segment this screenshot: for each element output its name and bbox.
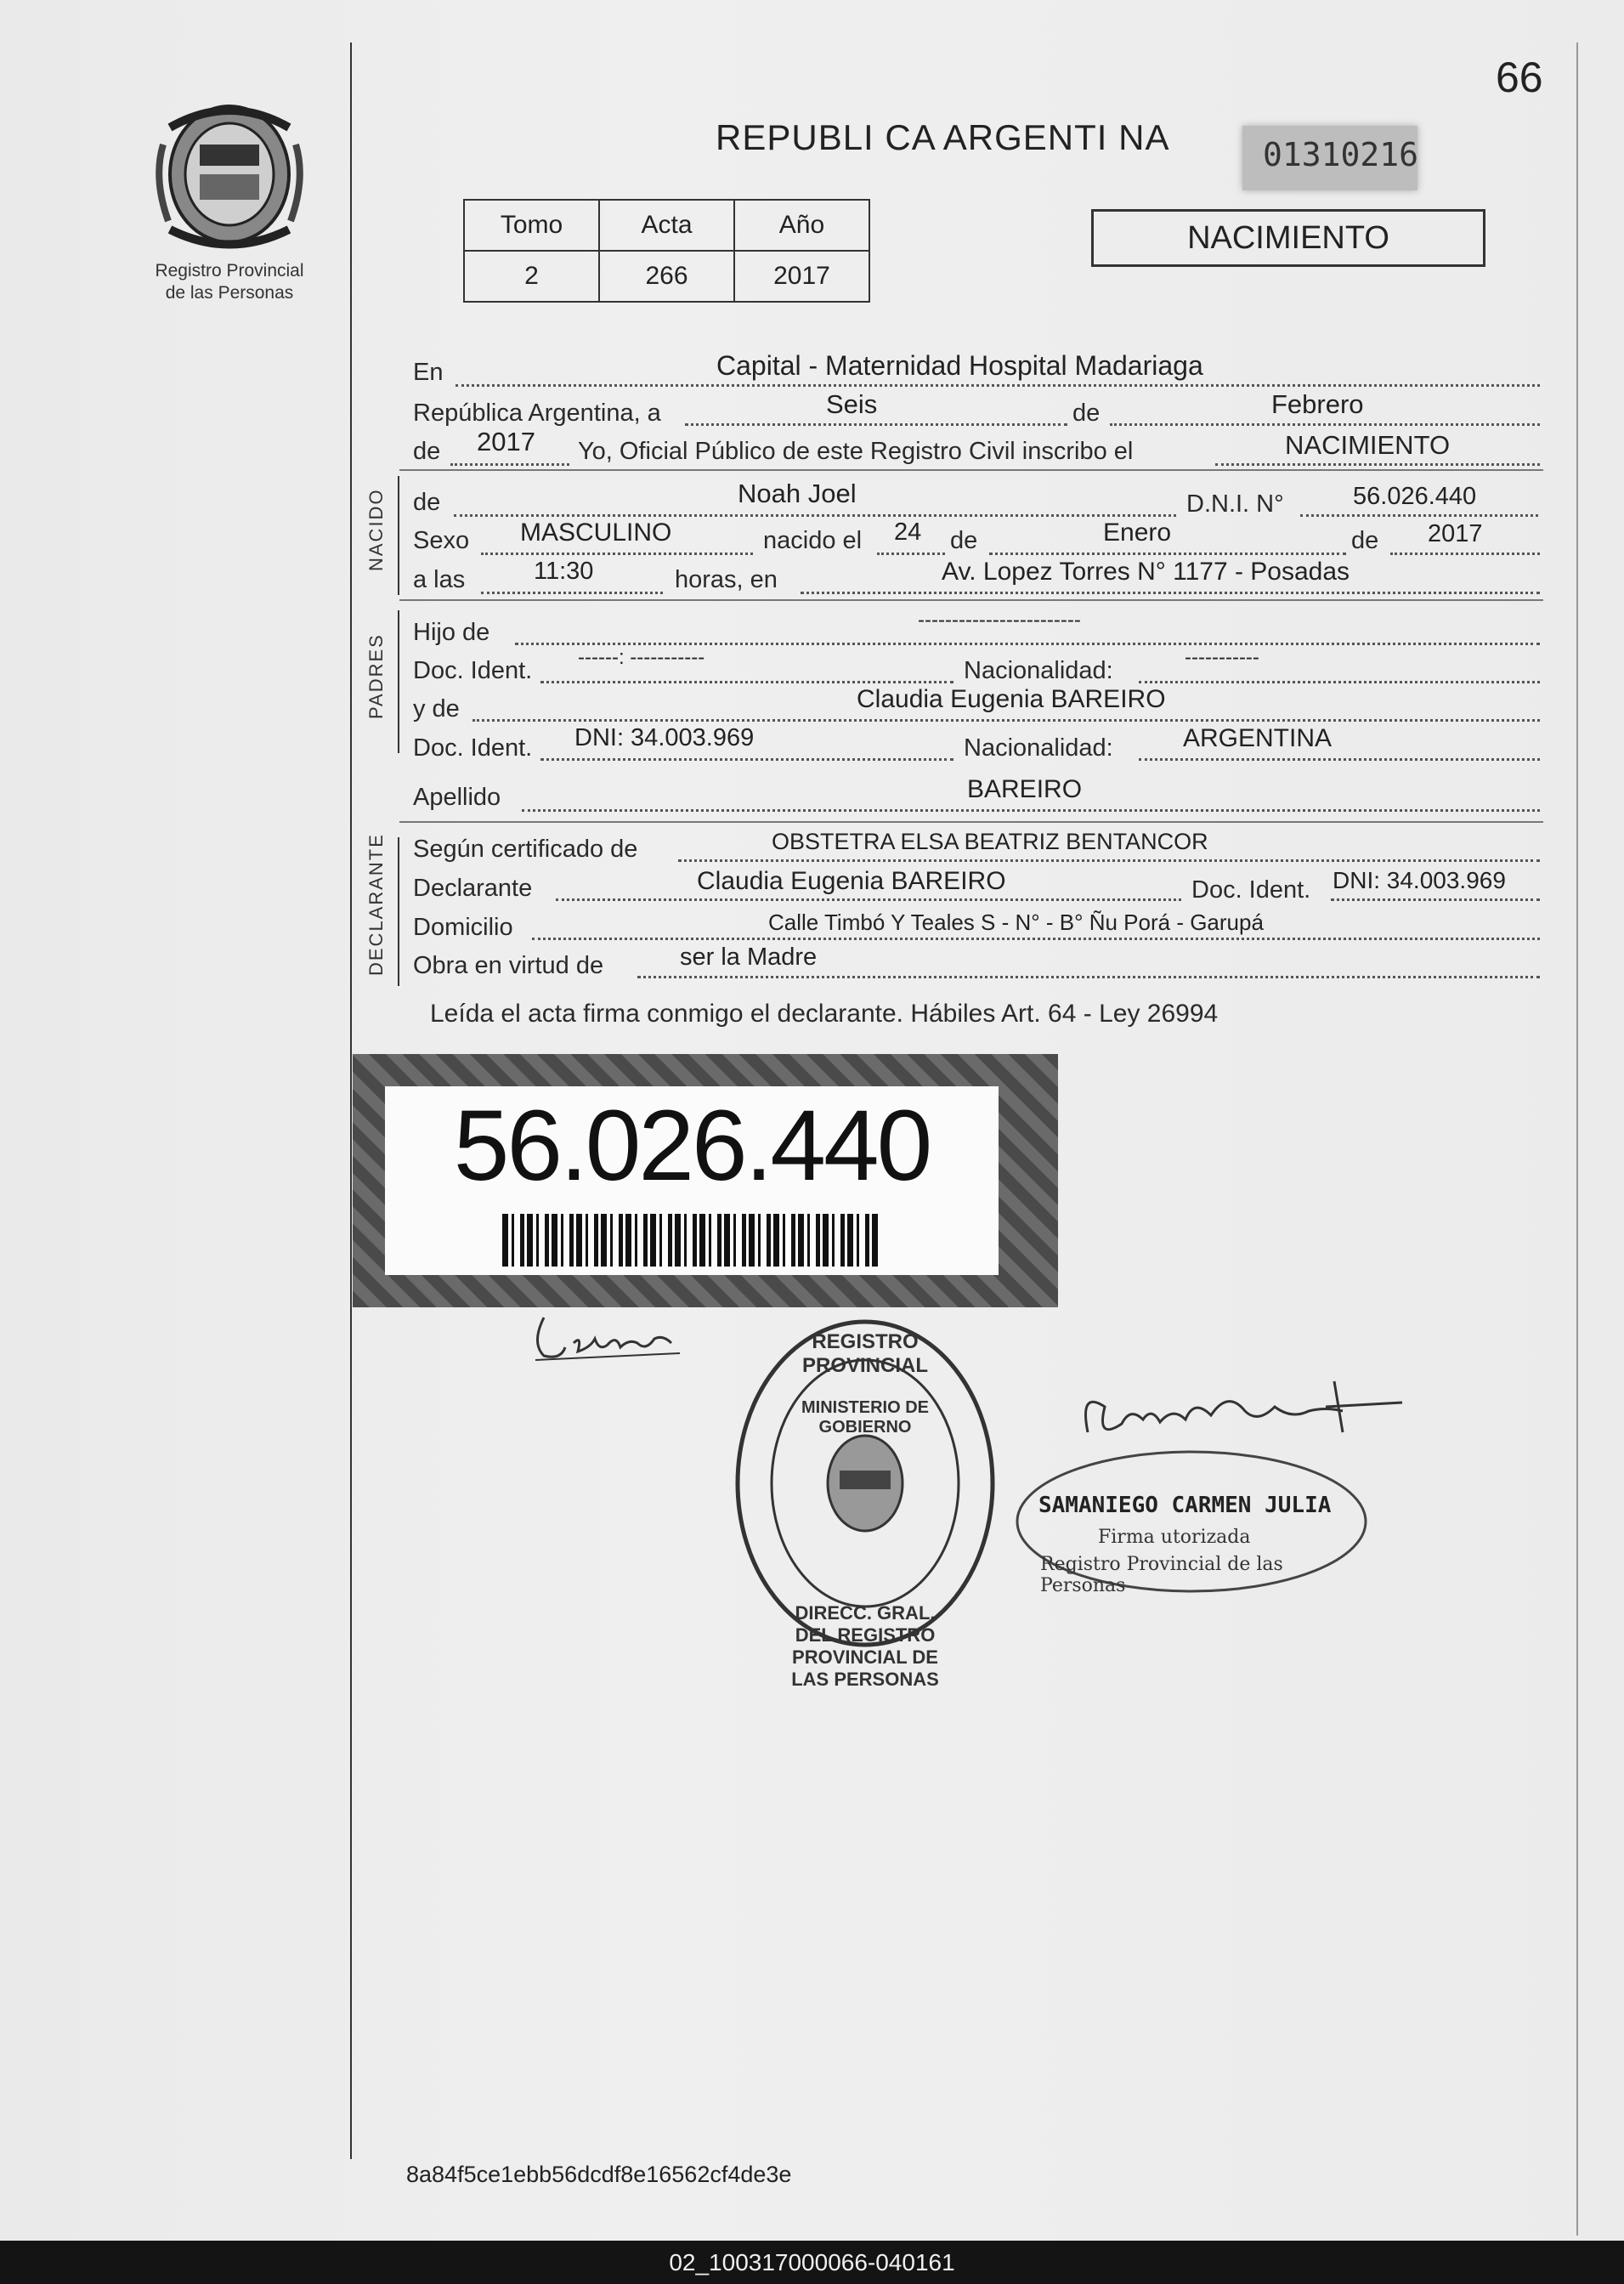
signature-stamp-role: Firma utorizada — [1098, 1527, 1251, 1548]
dotline — [1390, 553, 1540, 555]
certificate-by-value: OBSTETRA ELSA BEATRIZ BENTANCOR — [772, 829, 1208, 854]
registry-caption — [119, 260, 340, 304]
signature-stamp-office: Registro Provincial de las Personas — [1040, 1554, 1283, 1596]
father-name-value: ------------------------ — [918, 609, 1081, 632]
seal-inner-text: MINISTERIO DE GOBIERNO — [801, 1398, 929, 1437]
dotline — [1215, 463, 1540, 466]
birth-month-value: Enero — [1103, 519, 1172, 547]
divider — [399, 469, 1543, 471]
declarant-signature — [527, 1309, 688, 1369]
dotline — [1331, 898, 1540, 901]
father-doc-value: ------: ----------- — [578, 646, 705, 669]
page-title: REPUBLI CA ARGENTI NA — [716, 117, 1170, 157]
dotline — [685, 423, 1067, 426]
label-en: En — [413, 359, 444, 386]
label-nacido-el: nacido el — [763, 527, 863, 554]
label-de: de — [950, 527, 978, 554]
section-padres-label: PADRES — [365, 633, 387, 719]
label-oficial: Yo, Oficial Público de este Registro Civil inscribo el — [578, 438, 1134, 465]
section-rule — [398, 610, 399, 753]
tomo-header: Tomo — [464, 200, 599, 251]
dotline — [481, 592, 663, 594]
seal-bottom-text: DIRECC. GRAL. DEL REGISTRO PROVINCIAL DE LAS PERSONAS — [791, 1602, 939, 1690]
divider — [399, 821, 1543, 823]
serial-stamp — [1242, 126, 1417, 190]
dotline — [556, 898, 1181, 901]
dotline — [532, 938, 1540, 940]
sex-value: MASCULINO — [520, 519, 672, 547]
record-type-box: NACIMIENTO — [1091, 209, 1485, 267]
label-doc-ident: Doc. Ident. — [1191, 876, 1311, 904]
anio-header: Año — [734, 200, 869, 251]
birth-time-value: 11:30 — [534, 558, 594, 585]
mother-name-value: Claudia Eugenia BAREIRO — [857, 685, 1166, 713]
label-de: de — [1072, 400, 1101, 427]
dotline — [481, 553, 753, 555]
declarant-name-value: Claudia Eugenia BAREIRO — [697, 867, 1006, 895]
scan-id: 02_100317000066-040161 — [669, 2249, 955, 2275]
declarant-address-value: Calle Timbó Y Teales S - N° - B° Ñu Porá - Garupá — [768, 910, 1264, 935]
dotline — [454, 514, 1176, 517]
dotline — [450, 463, 569, 466]
declarant-doc-value: DNI: 34.003.969 — [1333, 867, 1506, 893]
dotline — [1110, 423, 1540, 426]
acting-as-value: ser la Madre — [680, 944, 818, 971]
divider — [399, 599, 1543, 601]
signature-stamp-name: SAMANIEGO CARMEN JULIA — [1038, 1493, 1332, 1518]
label-a-las: a las — [413, 566, 466, 593]
document-hash: 8a84f5ce1ebb56dcdf8e16562cf4de3e — [406, 2162, 792, 2187]
dotline — [456, 384, 1540, 387]
ministry-seal-stamp — [729, 1313, 1001, 1690]
closing-statement: Leída el acta firma conmigo el declarante. Hábiles Art. 64 - Ley 26994 — [430, 1000, 1219, 1028]
dotline — [1139, 681, 1540, 683]
dotline — [1300, 514, 1538, 517]
page-number: 66 — [1496, 54, 1543, 101]
registry-reference-table — [463, 199, 870, 303]
registry-caption-line1: Registro Provincial — [155, 261, 304, 281]
label-domicilio: Domicilio — [413, 914, 513, 941]
label-nacionalidad: Nacionalidad: — [964, 657, 1113, 684]
registration-month-value: Febrero — [1271, 389, 1364, 419]
anio-value: 2017 — [734, 251, 869, 302]
dotline — [637, 976, 1540, 978]
label-de: de — [1351, 527, 1379, 554]
label-declarante: Declarante — [413, 875, 533, 902]
authorized-signature-stamp — [979, 1445, 1370, 1598]
dotline — [540, 758, 953, 761]
tomo-value: 2 — [464, 251, 599, 302]
place-value: Capital - Maternidad Hospital Madariaga — [716, 350, 1203, 381]
child-dni-value: 56.026.440 — [1353, 483, 1477, 510]
surname-value: BAREIRO — [967, 775, 1083, 803]
dotline — [522, 809, 1540, 812]
label-hijo-de: Hijo de — [413, 619, 490, 646]
dni-label-panel — [385, 1086, 999, 1275]
label-horas-en: horas, en — [675, 566, 778, 593]
mother-nationality-value: ARGENTINA — [1183, 724, 1333, 752]
dni-sticker-number: 56.026.440 — [453, 1090, 931, 1202]
birth-address-value: Av. Lopez Torres N° 1177 - Posadas — [942, 558, 1350, 586]
label-apellido: Apellido — [413, 784, 501, 811]
birth-year-value: 2017 — [1428, 520, 1483, 547]
dotline — [515, 643, 1540, 645]
dotline — [989, 553, 1346, 555]
registration-year-value: 2017 — [477, 427, 535, 456]
label-y-de: y de — [413, 695, 460, 723]
label-de: de — [413, 489, 441, 516]
label-dni: D.N.I. N° — [1186, 490, 1284, 518]
dotline — [472, 719, 1540, 722]
label-sexo: Sexo — [413, 527, 470, 554]
seal-outer-text: REGISTRO PROVINCIAL — [801, 1330, 928, 1377]
barcode — [502, 1214, 881, 1267]
acta-value: 266 — [599, 251, 734, 302]
label-doc-ident: Doc. Ident. — [413, 734, 533, 762]
dotline — [877, 553, 945, 555]
section-nacido-label: NACIDO — [365, 488, 387, 571]
dni-label-sticker — [353, 1054, 1058, 1307]
child-name-value: Noah Joel — [738, 479, 857, 508]
dotline — [1139, 758, 1540, 761]
label-segun-certificado: Según certificado de — [413, 836, 638, 863]
acta-header: Acta — [599, 200, 734, 251]
label-nacionalidad: Nacionalidad: — [964, 734, 1113, 762]
act-type-value: NACIMIENTO — [1285, 430, 1451, 460]
section-declarante-label: DECLARANTE — [365, 833, 387, 976]
section-rule — [398, 837, 399, 986]
label-obra-en-virtud: Obra en virtud de — [413, 952, 604, 979]
dotline — [540, 681, 953, 683]
mother-doc-value: DNI: 34.003.969 — [574, 724, 755, 751]
scan-id-bar — [0, 2241, 1624, 2284]
dotline — [678, 859, 1540, 862]
label-de: de — [413, 438, 441, 465]
label-republica: República Argentina, a — [413, 400, 661, 427]
father-nationality-value: ----------- — [1185, 646, 1259, 669]
label-doc-ident: Doc. Ident. — [413, 657, 533, 684]
section-rule — [398, 476, 399, 595]
left-margin-rule — [350, 43, 352, 2159]
registration-day-value: Seis — [826, 389, 878, 419]
birth-day-value: 24 — [894, 519, 922, 546]
right-margin-rule — [1576, 43, 1578, 2236]
misiones-emblem-icon — [153, 94, 306, 255]
dotline — [801, 592, 1540, 594]
serial-number: 01310216 — [1263, 136, 1419, 173]
registry-caption-line2: de las Personas — [165, 283, 294, 303]
